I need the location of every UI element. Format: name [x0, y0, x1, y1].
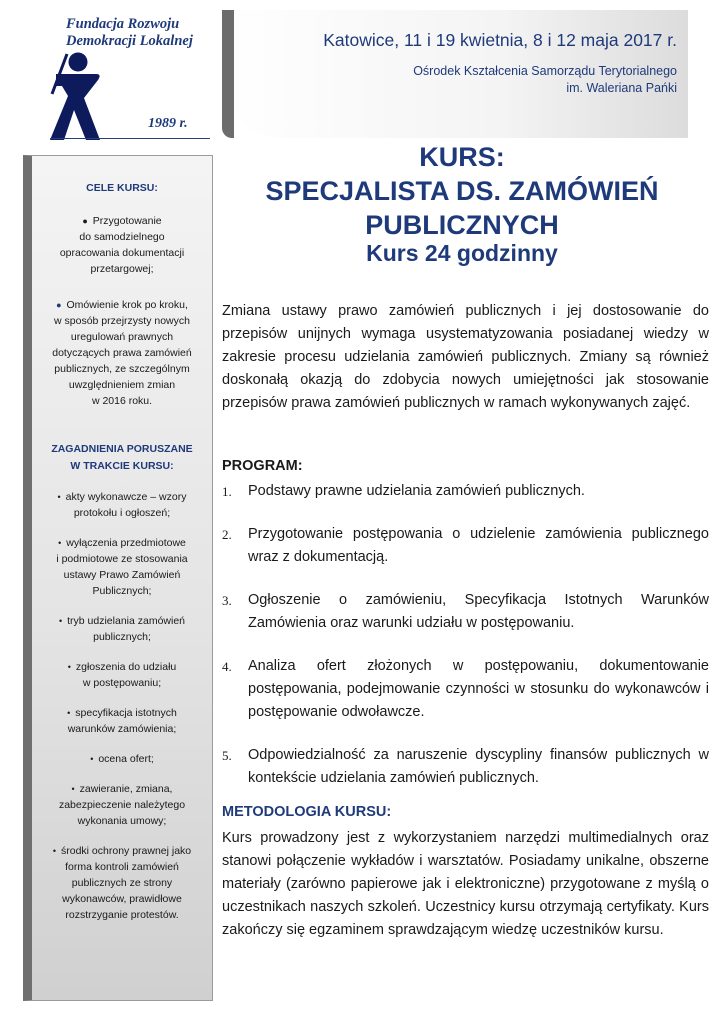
goals-heading: CELE KURSU: — [86, 182, 158, 194]
methodology-paragraph: Kurs prowadzony jest z wykorzystaniem narzędzi multimedialnych oraz stanowi połączenie wykładów i warsztatów. Posiadamy unikalne, obszerne materiały (zarówno papierowe jak i elektroniczne) przygotowane z myślą o uczestnikach naszych szkoleń. Uczestnicy kursu otrzymają certyfikaty. Kurs zakończy się egzaminem sprawdzającym wiedzę uczestników kursu. — [222, 830, 709, 938]
bullet-icon: ● — [82, 216, 88, 226]
program-list — [222, 480, 709, 810]
topic-item: • specyfikacja istotnych warunków zamówienia; — [67, 707, 177, 735]
organizer-line-1: Ośrodek Kształcenia Samorządu Terytorialnego — [413, 64, 677, 78]
bullet-icon: • — [67, 662, 71, 672]
bullet-icon: • — [58, 616, 63, 626]
bullet-icon: • — [57, 492, 61, 502]
program-item: 2. Przygotowanie postępowania o udzielenie zamówienia publicznego wraz z dokumentacją. — [222, 526, 709, 565]
event-date: Katowice, 11 i 19 kwietnia, 8 i 12 maja 2017 r. — [323, 30, 677, 50]
bullet-icon: • — [58, 538, 62, 548]
bullet-icon: ● — [56, 300, 62, 310]
topic-item: • akty wykonawcze – wzory protokołu i ogłoszeń; — [57, 491, 187, 519]
topic-item: • ocena ofert; — [90, 753, 154, 765]
topic-item: • wyłączenia przedmiotowe i podmiotowe ze stosowania ustawy Prawo Zamówień Publicznych; — [56, 537, 188, 597]
goal-item: ● Przygotowanie do samodzielnego opracowania dokumentacji przetargowej; — [59, 215, 185, 275]
topic-item: • zawieranie, zmiana, zabezpieczenie należytego wykonania umowy; — [58, 783, 186, 827]
program-item: 1. Podstawy prawne udzielania zamówień publicznych. — [222, 483, 585, 499]
bullet-icon: • — [67, 708, 71, 718]
logo-name: Fundacja Rozwoju Demokracji Lokalnej — [66, 16, 193, 49]
topics-heading: ZAGADNIENIA PORUSZANE W TRAKCIE KURSU: — [51, 443, 193, 472]
foundation-logo — [50, 16, 210, 140]
sidebar — [23, 155, 213, 1001]
topic-item: • zgłoszenia do udziału w postępowaniu; — [67, 661, 177, 689]
logo-year: 1989 r. — [148, 116, 188, 131]
bullet-icon: • — [71, 784, 75, 794]
program-item: 4. Analiza ofert złożonych w postępowaniu, dokumentowanie postępowania, podejmowanie czynności w stosunku do wykonawców i postępowanie odwoławcze. — [222, 658, 709, 720]
program-item: 5. Odpowiedzialność za naruszenie dyscypliny finansów publicznych w kontekście udzielania zamówień publicznych. — [222, 747, 709, 786]
bullet-icon: • — [90, 754, 94, 764]
topic-item: • środki ochrony prawnej jako forma kontroli zamówień publicznych ze strony wykonawców, prawidłowe rozstrzyganie protestów. — [52, 845, 192, 921]
logo-figure-icon — [50, 52, 106, 148]
course-subtitle: Kurs 24 godzinny — [366, 240, 558, 266]
program-heading: PROGRAM: — [222, 458, 303, 474]
intro-paragraph: Zmiana ustawy prawo zamówień publicznych i jej dostosowanie do przepisów unijnych wymaga usystematyzowania posiadanej wiedzy w zakresie procesu udzielania zamówień publicznych. Zmiany są również doskonałą okazją do zdobycia nowych umiejętności jak stosowanie przepisów prawa zamówień publicznych w ramach wykonywanych zajęć. — [222, 303, 709, 411]
topic-item: • tryb udzielania zamówień publicznych; — [58, 615, 186, 643]
header-accent-bar — [222, 10, 234, 138]
organizer-line-2: im. Waleriana Pańki — [566, 81, 677, 95]
course-title: KURS: SPECJALISTA DS. ZAMÓWIEŃ PUBLICZNYCH — [265, 142, 659, 240]
goal-item: ● Omówienie krok po kroku, w sposób przejrzysty nowych uregulowań prawnych dotyczących prawa zamówień publicznych, ze szczególnym uwzględnieniem zmian w 2016 roku. — [52, 299, 192, 407]
methodology-heading: METODOLOGIA KURSU: — [222, 804, 392, 820]
bullet-icon: • — [52, 846, 56, 856]
logo-divider — [50, 138, 210, 139]
program-item: 3. Ogłoszenie o zamówieniu, Specyfikacja Istotnych Warunków Zamówienia oraz warunki udziału w postępowaniu. — [222, 592, 709, 631]
